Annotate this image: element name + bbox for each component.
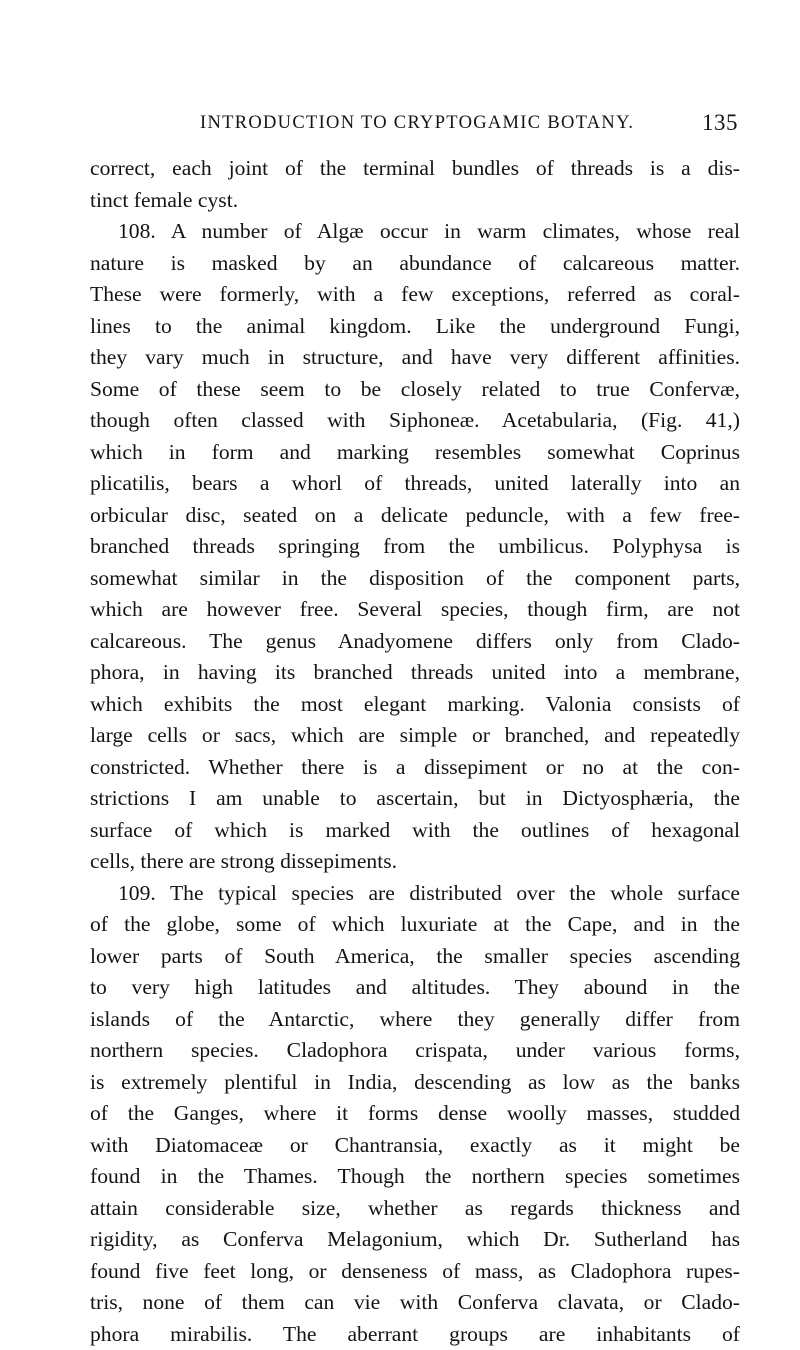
text-line: northern species. Cladophora crispata, under various forms, [90, 1035, 740, 1067]
text-line: somewhat similar in the disposition of the component parts, [90, 563, 740, 595]
text-line: tris, none of them can vie with Conferva clavata, or Clado- [90, 1287, 740, 1319]
text-line: to very high latitudes and altitudes. They abound in the [90, 972, 740, 1004]
text-line: strictions I am unable to ascertain, but in Dictyosphæria, the [90, 783, 740, 815]
text-line: branched threads springing from the umbilicus. Polyphysa is [90, 531, 740, 563]
running-title: INTRODUCTION TO CRYPTOGAMIC BOTANY. [200, 113, 634, 134]
body-text [90, 153, 740, 1350]
text-line: cells, there are strong dissepiments. [90, 846, 740, 878]
text-line: lower parts of South America, the smaller species ascending [90, 941, 740, 973]
text-line: Some of these seem to be closely related to true Confervæ, [90, 374, 740, 406]
running-head [200, 113, 738, 141]
text-line: correct, each joint of the terminal bundles of threads is a dis- [90, 153, 740, 185]
text-line: which exhibits the most elegant marking. Valonia consists of [90, 689, 740, 721]
text-line: found in the Thames. Though the northern species sometimes [90, 1161, 740, 1193]
text-line: tinct female cyst. [90, 185, 740, 217]
text-line: plicatilis, bears a whorl of threads, united laterally into an [90, 468, 740, 500]
text-line: which are however free. Several species, though firm, are not [90, 594, 740, 626]
text-line: islands of the Antarctic, where they generally differ from [90, 1004, 740, 1036]
text-line: calcareous. The genus Anadyomene differs only from Clado- [90, 626, 740, 658]
text-line: lines to the animal kingdom. Like the underground Fungi, [90, 311, 740, 343]
text-line: with Diatomaceæ or Chantransia, exactly as it might be [90, 1130, 740, 1162]
paragraph-108-start: 108. A number of Algæ occur in warm climates, whose real [90, 216, 740, 248]
text-line: surface of which is marked with the outlines of hexagonal [90, 815, 740, 847]
text-line: These were formerly, with a few exceptions, referred as coral- [90, 279, 740, 311]
text-line: which in form and marking resembles somewhat Coprinus [90, 437, 740, 469]
text-line: is extremely plentiful in India, descending as low as the banks [90, 1067, 740, 1099]
text-line: constricted. Whether there is a dissepiment or no at the con- [90, 752, 740, 784]
text-line: attain considerable size, whether as regards thickness and [90, 1193, 740, 1225]
page-number: 135 [702, 110, 738, 136]
text-line: large cells or sacs, which are simple or branched, and repeatedly [90, 720, 740, 752]
text-line: phora, in having its branched threads united into a membrane, [90, 657, 740, 689]
text-line: though often classed with Siphoneæ. Acetabularia, (Fig. 41,) [90, 405, 740, 437]
text-line: nature is masked by an abundance of calcareous matter. [90, 248, 740, 280]
text-line: orbicular disc, seated on a delicate peduncle, with a few free- [90, 500, 740, 532]
text-line: of the globe, some of which luxuriate at the Cape, and in the [90, 909, 740, 941]
paragraph-109-start: 109. The typical species are distributed over the whole surface [90, 878, 740, 910]
text-line: rigidity, as Conferva Melagonium, which Dr. Sutherland has [90, 1224, 740, 1256]
text-line: found five feet long, or denseness of mass, as Cladophora rupes- [90, 1256, 740, 1288]
text-line: phora mirabilis. The aberrant groups are inhabitants of [90, 1319, 740, 1350]
text-line: they vary much in structure, and have very different affinities. [90, 342, 740, 374]
text-line: of the Ganges, where it forms dense woolly masses, studded [90, 1098, 740, 1130]
